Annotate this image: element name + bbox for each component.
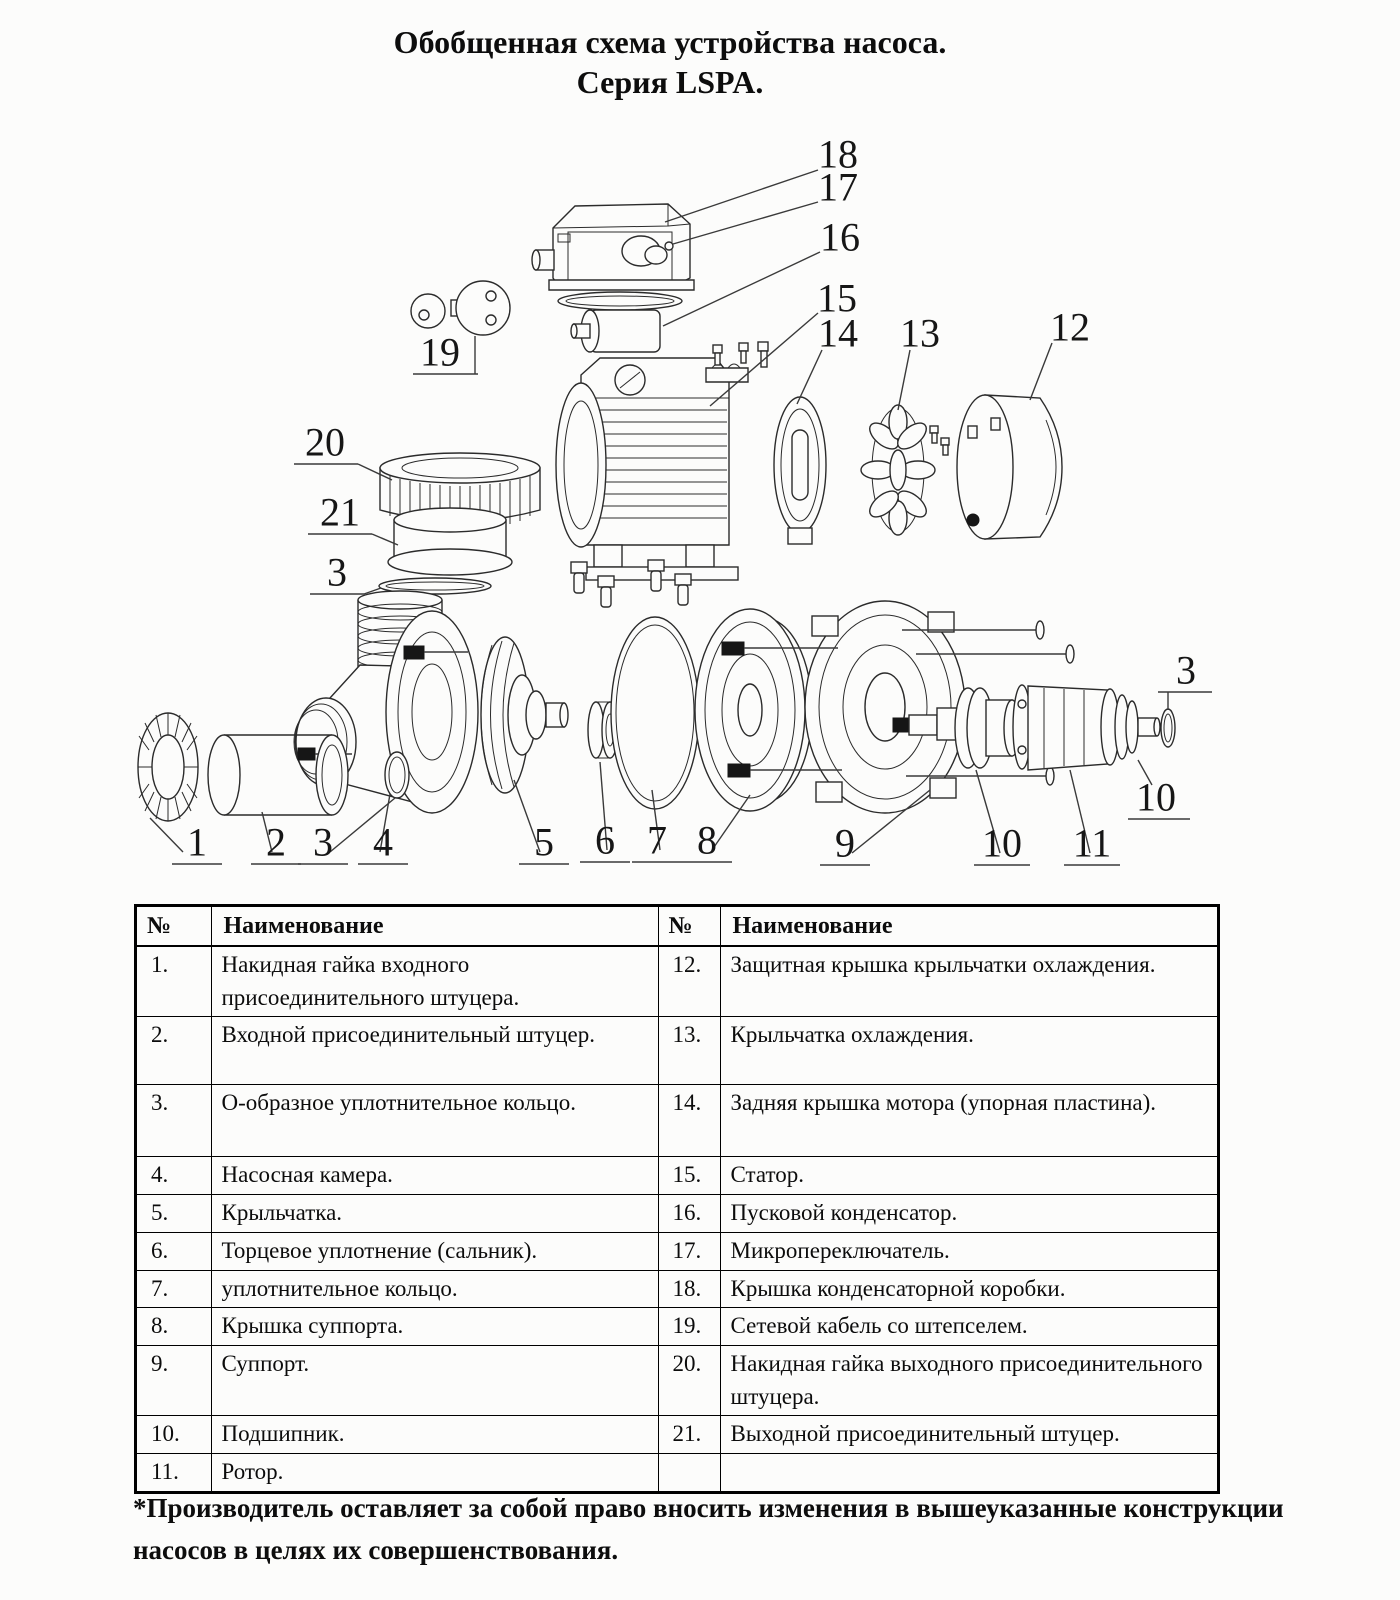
part-support-cover-drawing bbox=[695, 609, 812, 811]
exploded-view-diagram bbox=[0, 130, 1400, 900]
part-name-cell: Крыльчатка. bbox=[211, 1195, 658, 1233]
part-name-cell: Накидная гайка выходного присоединительного штуцера. bbox=[720, 1346, 1218, 1416]
part-outlet-fitting-drawing bbox=[388, 508, 512, 575]
part-name-cell: Крышка суппорта. bbox=[211, 1308, 658, 1346]
table-row bbox=[136, 1308, 1218, 1346]
callout-3 bbox=[1158, 648, 1212, 711]
pump-exploded-drawing bbox=[0, 130, 1400, 900]
callout-number-label: 20 bbox=[305, 419, 345, 465]
part-number-cell: 13. bbox=[658, 1017, 720, 1085]
part-rear-motor-cover-drawing bbox=[774, 397, 826, 544]
part-o-ring-shaft-drawing bbox=[1161, 709, 1175, 747]
part-number-cell: 12. bbox=[658, 946, 720, 1017]
callout-19 bbox=[413, 330, 478, 375]
part-number-cell bbox=[658, 1453, 720, 1491]
callout-number-label: 19 bbox=[420, 329, 460, 375]
header-name-right: Наименование bbox=[720, 906, 1218, 946]
part-impeller-drawing bbox=[481, 637, 568, 793]
callout-number-label: 1 bbox=[187, 819, 207, 865]
header-no-left: № bbox=[136, 906, 211, 946]
part-number-cell: 9. bbox=[136, 1346, 211, 1416]
part-name-cell: Задняя крышка мотора (упорная пластина). bbox=[720, 1085, 1218, 1157]
callout-number-label: 11 bbox=[1072, 820, 1112, 866]
callout-number-label: 10 bbox=[1136, 774, 1176, 820]
callout-number-label: 8 bbox=[697, 817, 717, 863]
part-inlet-fitting-drawing bbox=[208, 735, 348, 815]
part-name-cell: Суппорт. bbox=[211, 1346, 658, 1416]
callout-14 bbox=[797, 311, 858, 405]
part-number-cell: 19. bbox=[658, 1308, 720, 1346]
callout-number-label: 17 bbox=[818, 164, 858, 210]
part-name-cell: Крышка конденсаторной коробки. bbox=[720, 1270, 1218, 1308]
part-number-cell: 1. bbox=[136, 946, 211, 1017]
part-stator-motor-drawing bbox=[556, 358, 738, 580]
callout-number-label: 16 bbox=[820, 214, 860, 260]
callout-number-label: 2 bbox=[266, 819, 286, 865]
callout-13 bbox=[898, 311, 940, 411]
part-number-cell: 4. bbox=[136, 1157, 211, 1195]
table-row bbox=[136, 1233, 1218, 1271]
part-name-cell: Микропереключатель. bbox=[720, 1233, 1218, 1271]
callout-4 bbox=[358, 794, 408, 865]
callout-number-label: 14 bbox=[818, 310, 858, 356]
part-number-cell: 5. bbox=[136, 1195, 211, 1233]
part-cooling-fan-drawing bbox=[861, 405, 935, 535]
callout-number-label: 4 bbox=[373, 819, 393, 865]
callout-number-label: 15 bbox=[817, 275, 857, 321]
part-name-cell: Защитная крышка крыльчатки охлаждения. bbox=[720, 946, 1218, 1017]
part-capacitor-box-cover-drawing bbox=[532, 204, 694, 290]
table-row bbox=[136, 1453, 1218, 1491]
callout-10 bbox=[974, 770, 1030, 866]
table-row bbox=[136, 1195, 1218, 1233]
part-fan-cover-drawing bbox=[957, 395, 1062, 539]
callout-20 bbox=[294, 420, 392, 481]
callout-number-label: 7 bbox=[647, 817, 667, 863]
part-cable-clamp-drawing bbox=[706, 342, 768, 382]
part-name-cell: Сетевой кабель со штепселем. bbox=[720, 1308, 1218, 1346]
part-number-cell: 18. bbox=[658, 1270, 720, 1308]
part-number-cell: 15. bbox=[658, 1157, 720, 1195]
part-name-cell: Ротор. bbox=[211, 1453, 658, 1491]
part-inlet-union-nut-drawing bbox=[138, 713, 198, 821]
part-number-cell: 8. bbox=[136, 1308, 211, 1346]
part-number-cell: 10. bbox=[136, 1416, 211, 1454]
callout-11 bbox=[1064, 770, 1120, 866]
table-row bbox=[136, 1270, 1218, 1308]
header-no-right: № bbox=[658, 906, 720, 946]
part-number-cell: 3. bbox=[136, 1085, 211, 1157]
part-name-cell: уплотнительное кольцо. bbox=[211, 1270, 658, 1308]
part-number-cell: 21. bbox=[658, 1416, 720, 1454]
part-name-cell: Насосная камера. bbox=[211, 1157, 658, 1195]
callout-number-label: 3 bbox=[327, 549, 347, 595]
part-sealing-ring-drawing bbox=[611, 617, 699, 809]
manufacturer-footnote: *Производитель оставляет за собой право вносить изменения в вышеуказанные конструкции насосов в целях их совершенствования. bbox=[133, 1493, 1284, 1565]
part-name-cell: Пусковой конденсатор. bbox=[720, 1195, 1218, 1233]
page-title bbox=[0, 22, 1340, 102]
callout-3 bbox=[310, 550, 381, 595]
part-name-cell: Подшипник. bbox=[211, 1416, 658, 1454]
part-name-cell: Статор. bbox=[720, 1157, 1218, 1195]
callout-number-label: 12 bbox=[1050, 304, 1090, 350]
callout-number-label: 18 bbox=[818, 131, 858, 177]
callout-12 bbox=[1030, 305, 1090, 401]
part-number-cell: 14. bbox=[658, 1085, 720, 1157]
table-row bbox=[136, 1017, 1218, 1085]
table-row bbox=[136, 1085, 1218, 1157]
parts-table bbox=[135, 905, 1219, 1493]
table-row bbox=[136, 946, 1218, 1017]
callout-number-label: 9 bbox=[835, 820, 855, 866]
callout-number-label: 6 bbox=[595, 817, 615, 863]
table-row bbox=[136, 1157, 1218, 1195]
part-number-cell: 7. bbox=[136, 1270, 211, 1308]
part-o-ring-inlet-drawing bbox=[385, 752, 409, 798]
part-number-cell: 6. bbox=[136, 1233, 211, 1271]
part-name-cell: Крыльчатка охлаждения. bbox=[720, 1017, 1218, 1085]
callout-number-label: 3 bbox=[313, 819, 333, 865]
part-rotor-drawing bbox=[1013, 685, 1160, 770]
part-capacitor-drawing bbox=[571, 310, 660, 352]
part-name-cell: Торцевое уплотнение (сальник). bbox=[211, 1233, 658, 1271]
table-row bbox=[136, 1346, 1218, 1416]
callout-number-label: 13 bbox=[900, 310, 940, 356]
part-number-cell: 16. bbox=[658, 1195, 720, 1233]
part-number-cell: 20. bbox=[658, 1346, 720, 1416]
callout-number-label: 3 bbox=[1176, 647, 1196, 693]
callout-5 bbox=[514, 780, 569, 865]
part-box-gasket-drawing bbox=[558, 292, 682, 310]
part-fan-screws-drawing bbox=[930, 426, 949, 455]
part-name-cell: Накидная гайка входного присоединительного штуцера. bbox=[211, 946, 658, 1017]
part-name-cell: О-образное уплотнительное кольцо. bbox=[211, 1085, 658, 1157]
part-number-cell: 11. bbox=[136, 1453, 211, 1491]
part-name-cell: Выходной присоединительный штуцер. bbox=[720, 1416, 1218, 1454]
callout-number-label: 5 bbox=[534, 819, 554, 865]
callout-number-label: 21 bbox=[320, 489, 360, 535]
part-name-cell bbox=[720, 1453, 1218, 1491]
callout-2 bbox=[251, 812, 301, 865]
part-number-cell: 17. bbox=[658, 1233, 720, 1271]
table-header-row bbox=[136, 906, 1218, 946]
title-line-1: Обобщенная схема устройства насоса. bbox=[393, 24, 947, 60]
header-name-left: Наименование bbox=[211, 906, 658, 946]
title-line-2: Серия LSPA. bbox=[576, 64, 764, 100]
part-name-cell: Входной присоединительный штуцер. bbox=[211, 1017, 658, 1085]
part-number-cell: 2. bbox=[136, 1017, 211, 1085]
callout-1 bbox=[150, 818, 222, 865]
part-power-plug-drawing bbox=[411, 281, 510, 335]
callout-number-label: 10 bbox=[982, 820, 1022, 866]
callout-10 bbox=[1128, 760, 1190, 820]
table-row bbox=[136, 1416, 1218, 1454]
